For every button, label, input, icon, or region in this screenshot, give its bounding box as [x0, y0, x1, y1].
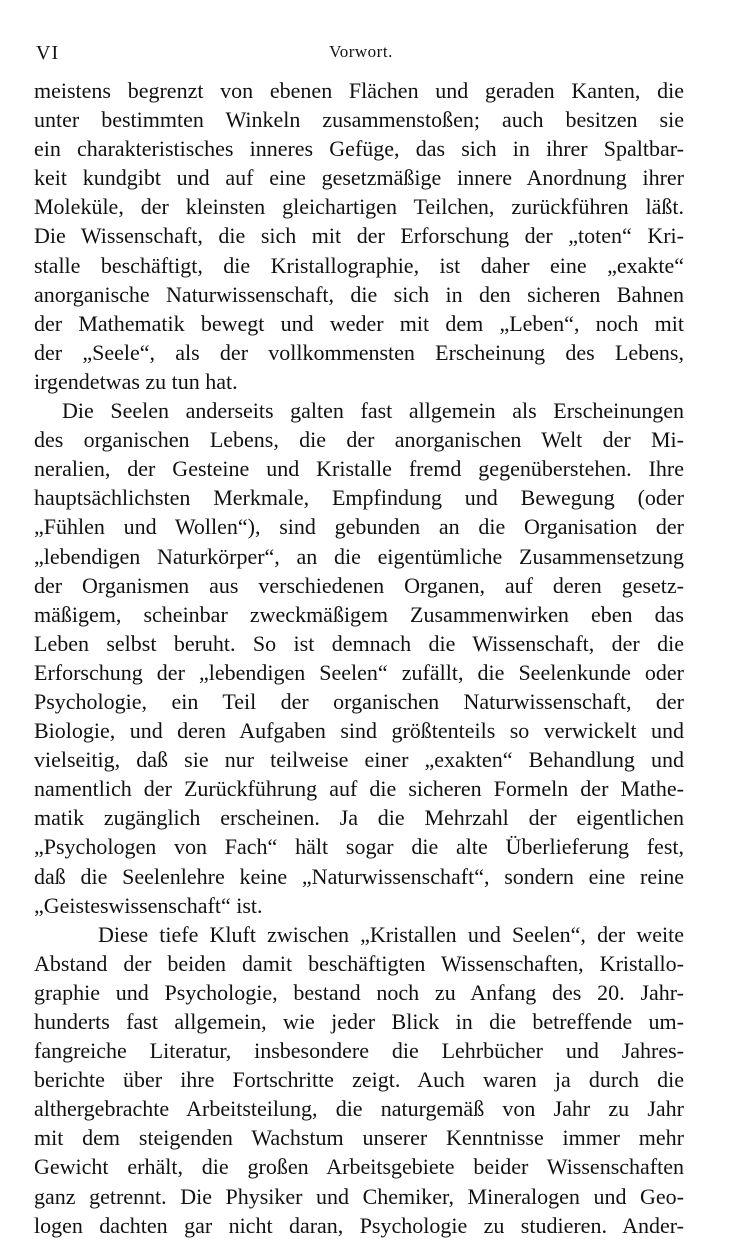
text-line: unter bestimmten Winkeln zusammenstoßen; auch besitzen sie: [34, 107, 684, 133]
text-line: stalle beschäftigt, die Kristallographie, ist daher eine „exakte“: [34, 252, 684, 278]
text-line: Die Seelen anderseits galten fast allgemein als Erscheinungen: [62, 398, 684, 424]
text-line: neralien, der Gesteine und Kristalle fremd gegenüberstehen. Ihre: [34, 456, 684, 482]
text-line: irgendetwas zu tun hat.: [34, 368, 238, 394]
body-text: [34, 76, 684, 1240]
page-header: [36, 42, 686, 66]
text-line: hauptsächlichsten Merkmale, Empfindung und Bewegung (oder: [34, 485, 684, 511]
running-title: Vorwort.: [329, 42, 393, 61]
text-line: namentlich der Zurückführung auf die sicheren Formeln der Mathe-: [34, 776, 684, 802]
text-line: Gewicht erhält, die großen Arbeitsgebiete beider Wissenschaften: [34, 1154, 684, 1180]
text-line: matik zugänglich erscheinen. Ja die Mehrzahl der eigentlichen: [34, 805, 684, 831]
text-line: althergebrachte Arbeitsteilung, die naturgemäß von Jahr zu Jahr: [34, 1096, 684, 1122]
text-line: hunderts fast allgemein, wie jeder Blick in die betreffende um-: [34, 1009, 684, 1034]
text-line: logen dachten gar nicht daran, Psychologie zu studieren. Ander-: [34, 1212, 684, 1238]
text-line: Diese tiefe Kluft zwischen „Kristallen und Seelen“, der weite: [98, 921, 684, 947]
text-line: Leben selbst beruht. So ist demnach die Wissenschaft, der die: [34, 630, 684, 656]
text-line: vielseitig, daß sie nur teilweise einer „exakten“ Behandlung und: [34, 747, 684, 773]
text-line: Die Wissenschaft, die sich mit der Erforschung der „toten“ Kri-: [34, 223, 684, 249]
text-line: „Fühlen und Wollen“), sind gebunden an die Organisation der: [34, 514, 684, 540]
text-line: fangreiche Literatur, insbesondere die Lehrbücher und Jahres-: [34, 1038, 684, 1064]
text-line: der „Seele“, als der vollkommensten Erscheinung des Lebens,: [34, 339, 684, 365]
text-line: graphie und Psychologie, bestand noch zu Anfang des 20. Jahr-: [34, 979, 684, 1005]
text-line: „Geisteswissenschaft“ ist.: [34, 892, 263, 918]
text-line: der Organismen aus verschiedenen Organen, auf deren gesetz-: [34, 572, 684, 598]
text-line: des organischen Lebens, die der anorganischen Welt der Mi-: [34, 427, 684, 453]
text-line: ein charakteristisches inneres Gefüge, das sich in ihrer Spaltbar-: [34, 136, 684, 162]
text-line: Erforschung der „lebendigen Seelen“ zufällt, die Seelenkunde oder: [34, 659, 684, 685]
text-line: meistens begrenzt von ebenen Flächen und geraden Kanten, die: [34, 78, 684, 103]
text-line: daß die Seelenlehre keine „Naturwissenschaft“, sondern eine reine: [34, 863, 684, 889]
text-line: „lebendigen Naturkörper“, an die eigentümliche Zusammensetzung: [34, 543, 684, 569]
text-line: keit kundgibt und auf eine gesetzmäßige innere Anordnung ihrer: [34, 165, 684, 191]
text-line: der Mathematik bewegt und weder mit dem „Leben“, noch mit: [34, 310, 684, 336]
text-line: mit dem steigenden Wachstum unserer Kenntnisse immer mehr: [34, 1125, 684, 1151]
text-line: Biologie, und deren Aufgaben sind größtenteils so verwickelt und: [34, 718, 684, 744]
text-line: Abstand der beiden damit beschäftigten Wissenschaften, Kristallo-: [34, 950, 684, 976]
text-line: mäßigem, scheinbar zweckmäßigem Zusammenwirken eben das: [34, 601, 684, 627]
text-line: ganz getrennt. Die Physiker und Chemiker, Mineralogen und Geo-: [34, 1183, 684, 1209]
text-line: anorganische Naturwissenschaft, die sich in den sicheren Bahnen: [34, 281, 684, 307]
text-line: Psychologie, ein Teil der organischen Naturwissenschaft, der: [34, 688, 684, 714]
text-line: „Psychologen von Fach“ hält sogar die alte Überlieferung fest,: [34, 834, 684, 860]
page-number: VI: [36, 42, 60, 64]
text-line: Moleküle, der kleinsten gleichartigen Teilchen, zurückführen läßt.: [34, 194, 684, 220]
text-line: berichte über ihre Fortschritte zeigt. Auch waren ja durch die: [34, 1067, 684, 1093]
